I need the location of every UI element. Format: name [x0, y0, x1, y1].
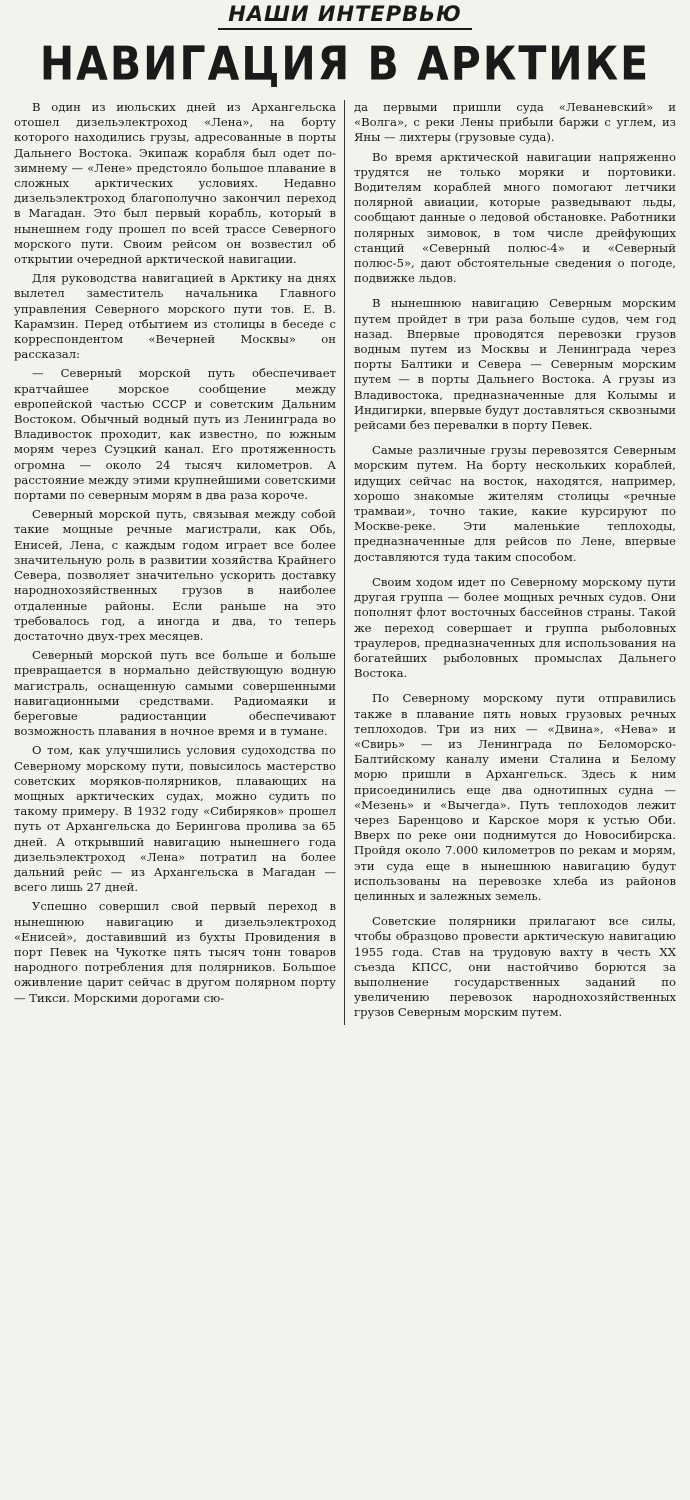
rubric-wrap: [14, 0, 676, 30]
paragraph: Советские полярники прилагают все силы, чтобы образцово провести арктическую навигацию 1955 года. Став на трудовую вахту в честь XX съезда КПСС, они настойчиво борются за выполнение государственных заданий по увеличению перевозок народнохозяйственных грузов Северным морским путем.: [354, 914, 676, 1020]
headline: НАВИГАЦИЯ В АРКТИКЕ: [39, 37, 651, 91]
paragraph: — Северный морской путь обеспечивает кратчайшее морское сообщение между европейской частью СССР и советским Дальним Востоком. Обычный водный путь из Ленинграда во Владивосток проходит, как известно, по южным морям через Суэцкий канал. Его протяженность огромна — около 24 тысяч километров. А расстояние между этими крупнейшими советскими портами по северным морям в два раза короче.: [14, 366, 336, 503]
paragraph: Северный морской путь, связывая между собой такие мощные речные магистрали, как Обь, Енисей, Лена, с каждым годом играет все более значительную роль в развитии хозяйства Крайнего Севера, позволяет значительно ускорить доставку народнохозяйственных грузов в наиболее отдаленные районы. Если раньше на это требовалось год, а иногда и два, то теперь достаточно двух-трех месяцев.: [14, 507, 336, 643]
paragraph: По Северному морскому пути отправились также в плавание пять новых грузовых речных теплоходов. Три из них — «Двина», «Нева» и «Свирь» — из Ленинграда по Беломорско-Балтийскому каналу имени Сталина и Белому морю пришли в Архангельск. Здесь к ним присоединились еще два однотипных судна — «Мезень» и «Вычегда». Путь теплоходов лежит через Баренцово и Карское моря к устью Оби. Вверх по реке они поднимутся до Новосибирска. Пройдя около 7.000 километров по рекам и морям, эти суда еще в нынешнюю навигацию будут использованы на перевозке хлеба из районов целинных и залежных земель.: [354, 691, 676, 903]
right-column: [345, 100, 676, 1025]
paragraph: Своим ходом идет по Северному морскому пути другая группа — более мощных речных судов. Они пополнят флот восточных бассейнов страны. Такой же переход совершает и группа рыболовных траулеров, предназначенных для использования на богатейших рыболовных промыслах Дальнего Востока.: [354, 574, 676, 681]
article-columns: [14, 100, 676, 1025]
paragraph: В один из июльских дней из Архангельска отошел дизельэлектроход «Лена», на борту которого находились грузы, адресованные в порты Дальнего Востока. Экипаж корабля был одет по-зимнему — «Лене» предстояло большое плавание в сложных арктических условиях. Недавно дизельэлектроход благополучно закончил переход в Магадан. Это был первый корабль, который в нынешнем году прошел по всей трассе Северного морского пути. Своим рейсом он возвестил об открытии очередной арктической навигации.: [14, 100, 336, 267]
paragraph: О том, как улучшились условия судоходства по Северному морскому пути, повысилось мастерство советских моряков-полярников, плавающих на мощных арктических судах, можно судить по такому примеру. В 1932 году «Сибиряков» прошел путь от Архангельска до Берингова пролива за 65 дней. А открывший навигацию нынешнего года дизельэлектроход «Лена» потратил на более дальний рейс — из Архангельска в Магадан — всего лишь 27 дней.: [14, 743, 336, 895]
paragraph: Для руководства навигацией в Арктику на днях вылетел заместитель начальника Главного управления Северного морского пути тов. Е. В. Карамзин. Перед отбытием из столицы в беседе с корреспондентом «Вечерней Москвы» он рассказал:: [14, 271, 336, 362]
rubric: НАШИ ИНТЕРВЬЮ: [218, 2, 472, 30]
paragraph: Самые различные грузы перевозятся Северным морским путем. На борту нескольких кораблей, идущих сейчас на восток, находятся, например, хорошо знакомые жителям столицы «речные трамваи», точно такие, какие курсируют по Москве-реке. Эти маленькие теплоходы, предназначенные для рейсов по Лене, впервые доставляются туда таким способом.: [354, 443, 676, 564]
paragraph: В нынешнюю навигацию Северным морским путем пройдет в три раза больше судов, чем год назад. Впервые проводятся перевозки грузов водным путем из Москвы и Ленинграда через порты Балтики и Севера — Северным морским путем — в порты Дальнего Востока. А грузы из Владивостока, предназначенные для Колымы и Индигирки, впервые будут доставляться сквозными рейсами без перевалки в порту Певек.: [354, 296, 676, 433]
paragraph: да первыми пришли суда «Леваневский» и «Волга», с реки Лены прибыли баржи с углем, из Яны — лихтеры (грузовые суда).: [354, 100, 676, 145]
paragraph: Северный морской путь все больше и больше превращается в нормально действующую водную магистраль, оснащенную самыми совершенными навигационными средствами. Радиомаяки и береговые радиостанции обеспечивают возможность плавания в ночное время и в тумане.: [14, 648, 336, 739]
left-column: [14, 100, 345, 1025]
paragraph: Во время арктической навигации напряженно трудятся не только моряки и портовики. Водителям кораблей много помогают летчики полярной авиации, которые разведывают льды, сообщают данные о ледовой обстановке. Работники полярных зимовок, в том числе дрейфующих станций «Северный полюс-4» и «Северный полюс-5», дают обстоятельные сведения о погоде, подвижке льдов.: [354, 149, 676, 286]
paragraph: Успешно совершил свой первый переход в нынешнюю навигацию и дизельэлектроход «Енисей», доставивший из бухты Провидения в порт Певек на Чукотке пять тысяч тонн товаров народного потребления для полярников. Большое оживление царит сейчас в другом полярном порту — Тикси. Морскими дорогами сю-: [14, 899, 336, 1005]
